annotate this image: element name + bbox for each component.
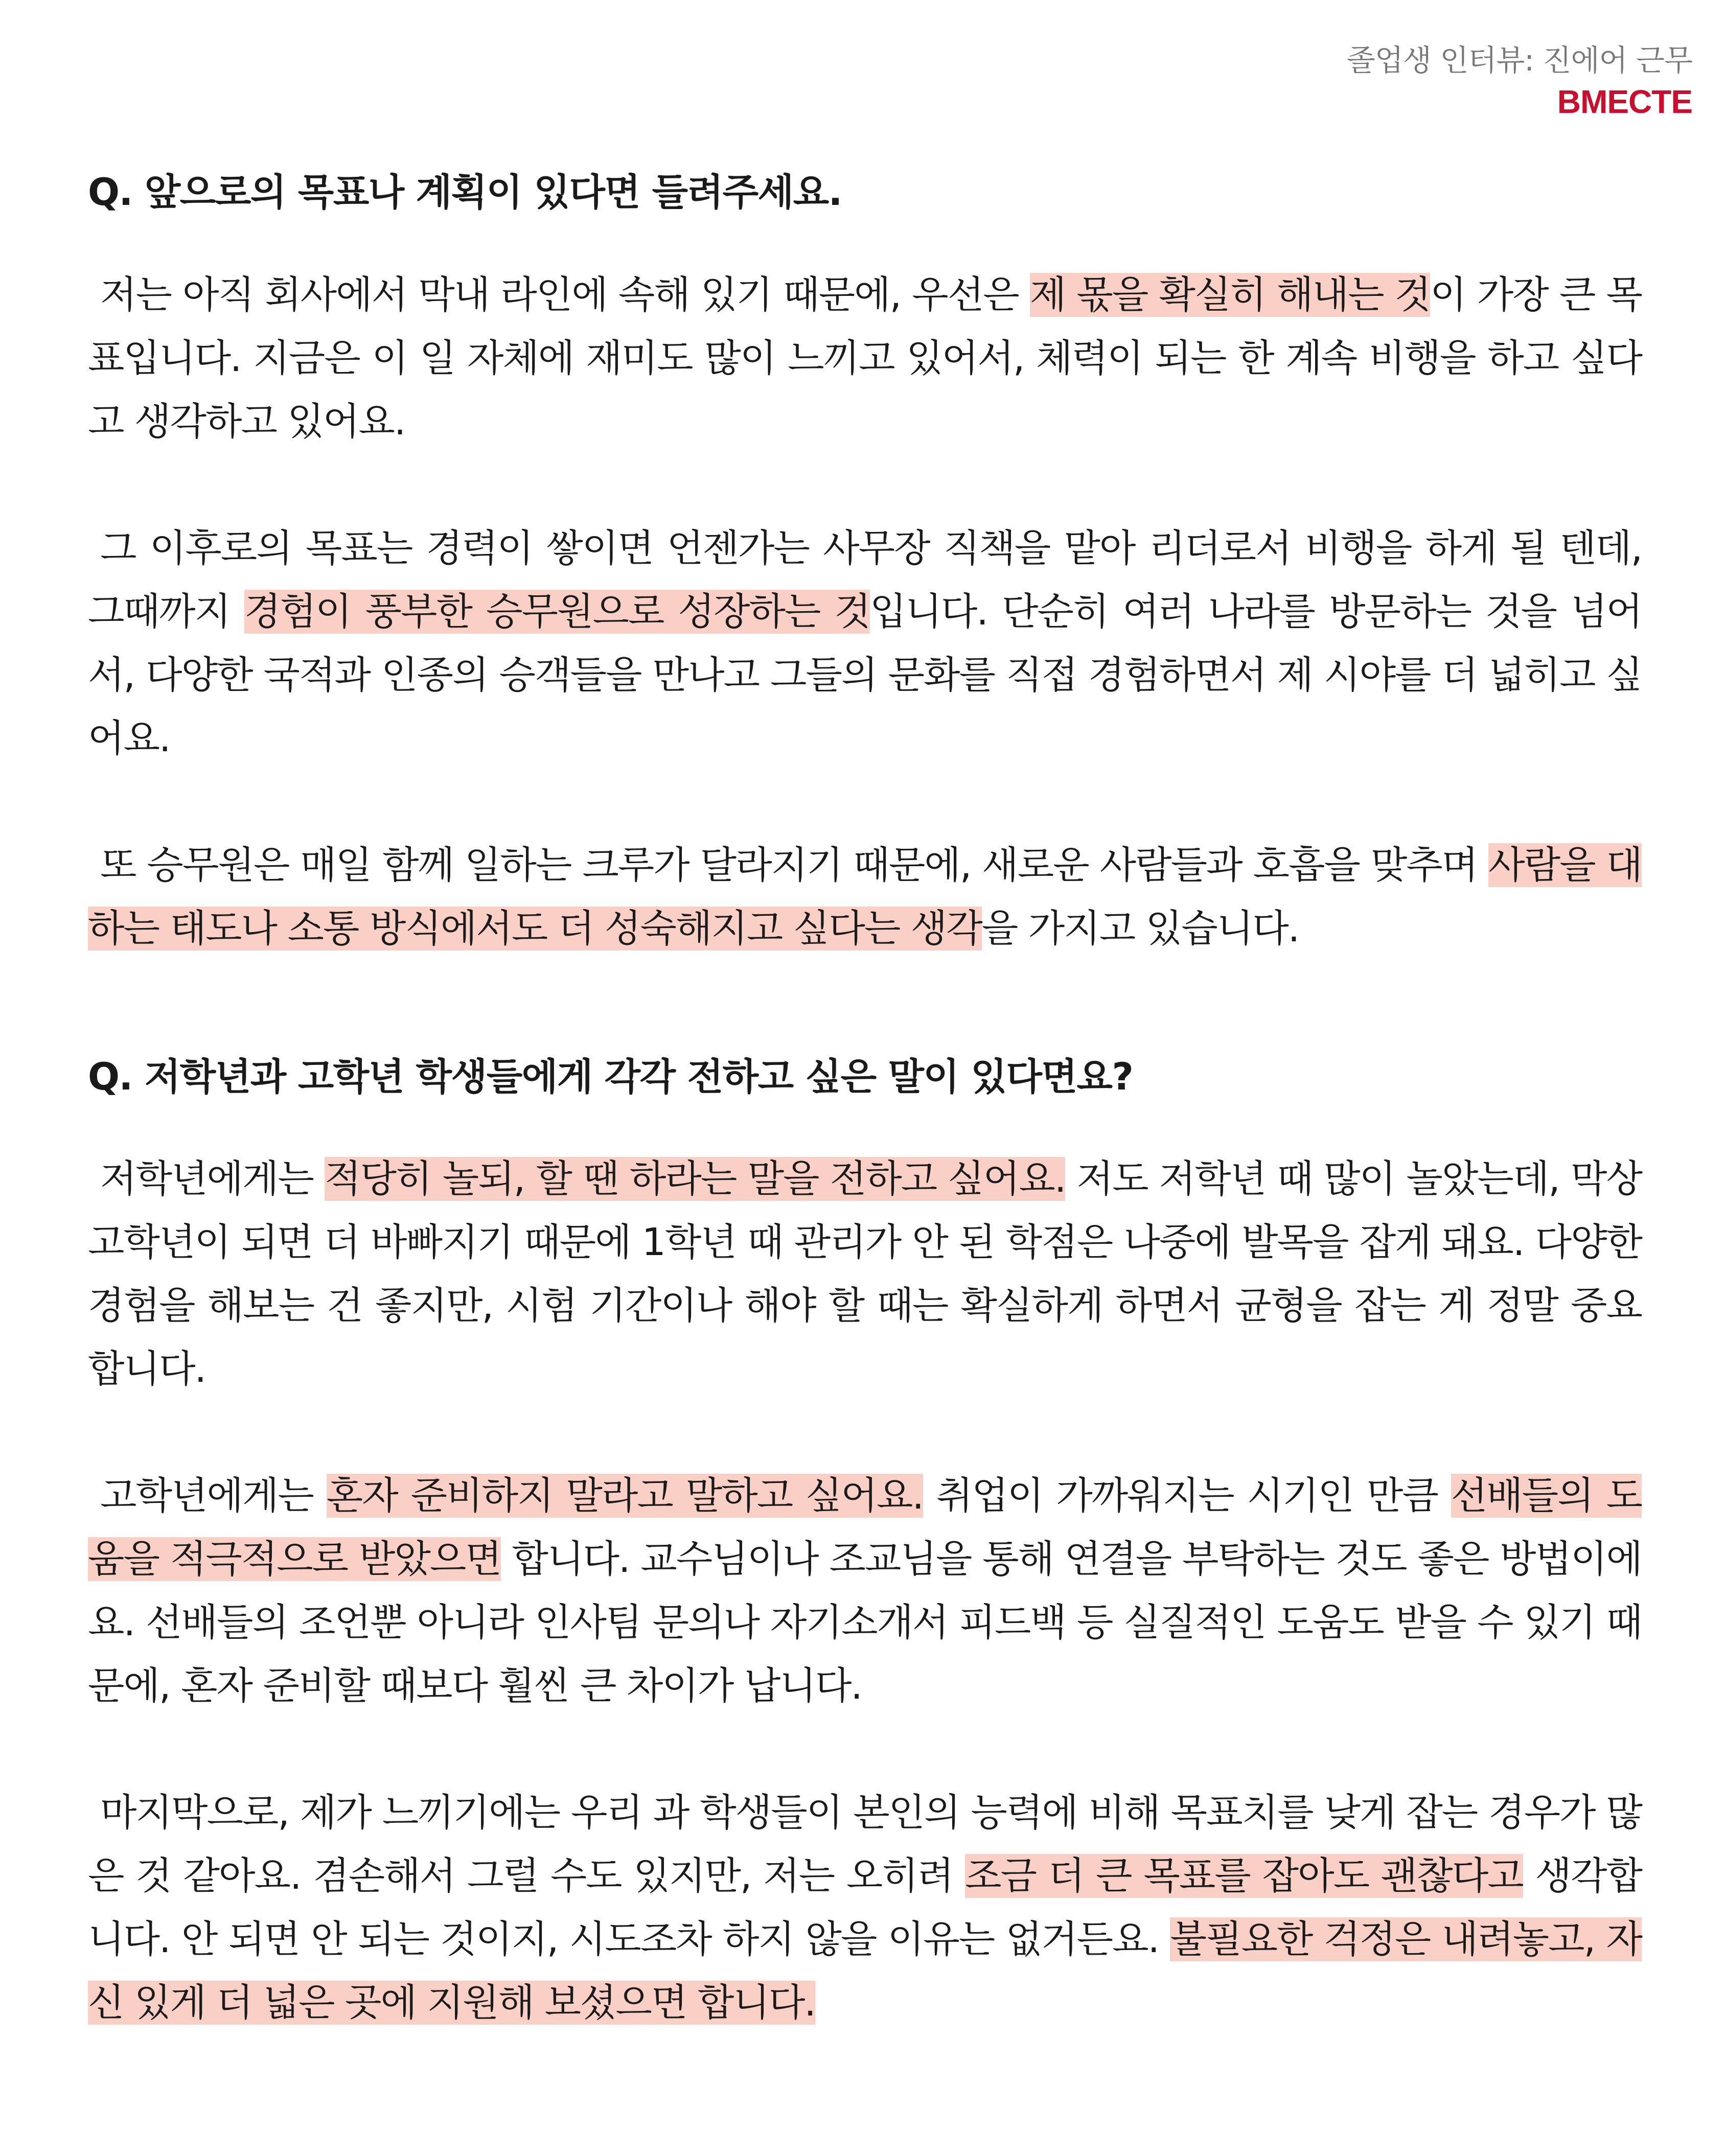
brand-logo-text: BMECTE [1557,83,1692,120]
text-segment: 합니다. 교수님이나 조교님을 통해 연결을 부탁하는 것도 좋은 방법이에요. 선배들의 조언뿐 아니라 인사팀 문의나 자기소개서 피드백 등 실질적인 도움도 받을 수 있기 때문에, 혼자 준비할 때보다 훨씬 큰 차이가 납니다. [88,1537,1642,1708]
highlighted-text: 제 몫을 확실히 해내는 것 [1029,272,1431,317]
text-segment: 을 가지고 있습니다. [981,906,1299,951]
answer-paragraph [88,833,1642,960]
text-segment: 고학년에게는 [100,1474,327,1518]
highlighted-text: 경험이 풍부한 승무원으로 성장하는 것 [244,589,870,634]
text-segment: 저학년에게는 [100,1157,325,1201]
text-segment: 저도 저학년 때 많이 놀았는데, 막상 고학년이 되면 더 바빠지기 때문에 1학년 때 관리가 안 된 학점은 나중에 발목을 잡게 돼요. 다양한 경험을 해보는 건 좋지만, 시험 기간이나 해야 할 때는 확실하게 하면서 균형을 잡는 게 정말 중요합니다. [88,1157,1642,1392]
highlighted-text: 사람을 대하는 태도나 소통 방식에서도 더 성숙해지고 싶다는 생각 [88,843,1642,951]
text-segment: 취업이 가까워지는 시기인 만큼 [923,1474,1451,1518]
highlighted-text: 혼자 준비하지 말라고 말하고 싶어요. [326,1474,924,1518]
text-segment: 그 이후로의 목표는 경력이 쌓이면 언젠가는 사무장 직책을 맡아 리더로서 비행을 하게 될 텐데, 그때까지 [88,526,1642,634]
highlighted-text: 조금 더 큰 목표를 잡아도 괜찮다고 [965,1854,1523,1898]
page-header [1347,42,1692,121]
text-segment: 입니다. 단순히 여러 나라를 방문하는 것을 넘어서, 다양한 국적과 인종의 승객들을 만나고 그들의 문화를 직접 경험하면서 제 시야를 더 넓히고 싶어요. [88,589,1642,760]
highlighted-text: 선배들의 도움을 적극적으로 받았으면 [88,1474,1642,1582]
question-heading-advice: Q. 저학년과 고학년 학생들에게 각각 전하고 싶은 말이 있다면요? [88,1055,1133,1099]
text-segment: 생각합니다. 안 되면 안 되는 것이지, 시도조차 하지 않을 이유는 없거든요. [88,1854,1642,1962]
highlighted-text: 적당히 놀되, 할 땐 하라는 말을 전하고 싶어요. [325,1157,1066,1201]
text-segment: 저는 아직 회사에서 막내 라인에 속해 있기 때문에, 우선은 [100,272,1030,317]
text-segment: 이 가장 큰 목표입니다. 지금은 이 일 자체에 재미도 많이 느끼고 있어서, 체력이 되는 한 계속 비행을 하고 싶다고 생각하고 있어요. [88,272,1642,444]
text-segment: 마지막으로, 제가 느끼기에는 우리 과 학생들이 본인의 능력에 비해 목표치를 낮게 잡는 경우가 많은 것 같아요. 겸손해서 그럴 수도 있지만, 저는 오히려 [88,1791,1642,1898]
answer-paragraph [88,263,1642,453]
text-segment: 또 승무원은 매일 함께 일하는 크루가 달라지기 때문에, 새로운 사람들과 호흡을 맞추며 [100,843,1489,887]
header-subtitle: 졸업생 인터뷰: 진에어 근무 [1346,43,1692,78]
answer-paragraph [88,517,1642,770]
question-heading-goals: Q. 앞으로의 목표나 계획이 있다면 들려주세요. [88,171,842,214]
interview-content [88,168,1642,2098]
answer-paragraph [88,1464,1642,1718]
highlighted-text: 불필요한 걱정은 내려놓고, 자신 있게 더 넓은 곳에 지원해 보셨으면 합니다. [88,1917,1642,2025]
answer-paragraph [88,1147,1642,1401]
answer-paragraph [88,1781,1642,2034]
